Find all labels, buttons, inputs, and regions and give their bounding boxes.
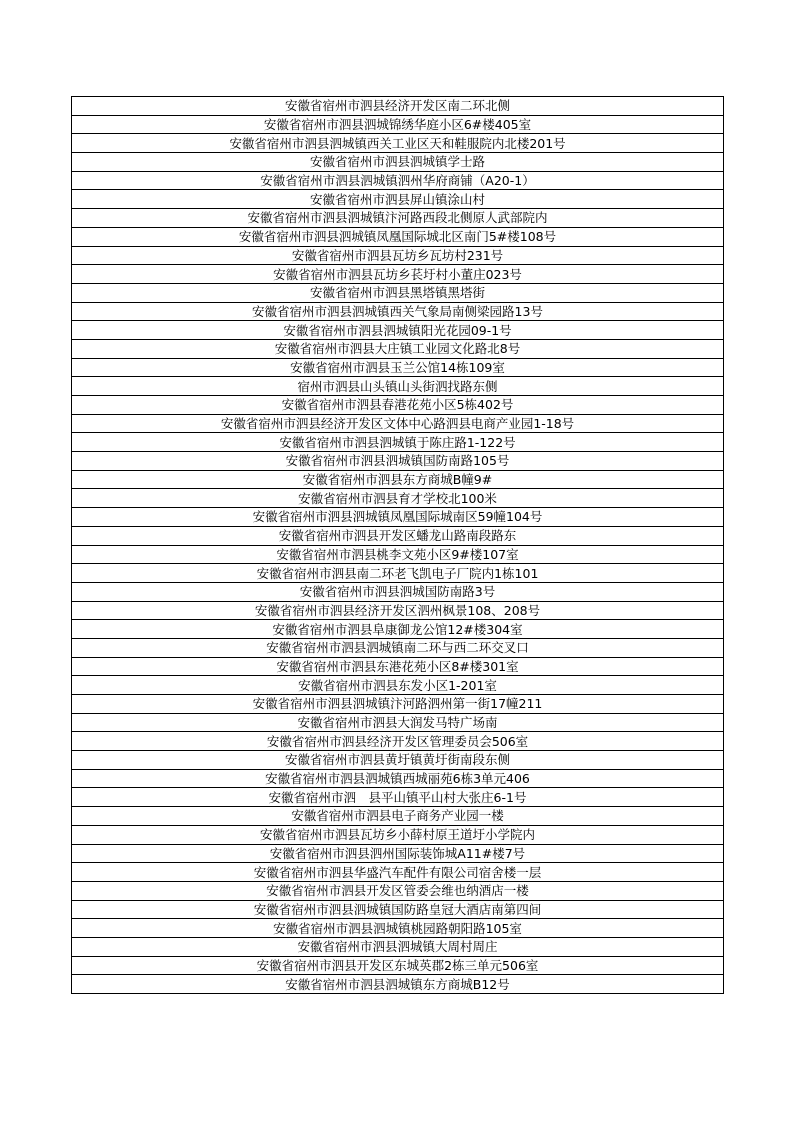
- address-cell: 安徽省宿州市泗县泗城镇汴河路泗州第一街17幢211: [72, 695, 724, 714]
- table-row: [72, 751, 724, 770]
- address-table: [71, 96, 724, 994]
- table-row: [72, 265, 724, 284]
- table-row: [72, 377, 724, 396]
- table-row: [72, 937, 724, 956]
- address-cell: 安徽省宿州市泗县泗城镇国防路皇冠大酒店南第四间: [72, 900, 724, 919]
- table-row: [72, 863, 724, 882]
- table-row: [72, 620, 724, 639]
- address-cell: 安徽省宿州市泗县瓦坊乡瓦坊村231号: [72, 246, 724, 265]
- address-cell: 安徽省宿州市泗县经济开发区文体中心路泗县电商产业园1-18号: [72, 414, 724, 433]
- table-row: [72, 844, 724, 863]
- table-row: [72, 153, 724, 172]
- table-row: [72, 470, 724, 489]
- table-row: [72, 321, 724, 340]
- table-row: [72, 956, 724, 975]
- table-row: [72, 508, 724, 527]
- address-cell: 安徽省宿州市泗县泗城镇国防南路105号: [72, 452, 724, 471]
- table-row: [72, 713, 724, 732]
- address-cell: 安徽省宿州市泗县桃李文苑小区9#楼107室: [72, 545, 724, 564]
- table-row: [72, 695, 724, 714]
- table-row: [72, 190, 724, 209]
- table-row: [72, 283, 724, 302]
- table-row: [72, 526, 724, 545]
- address-cell: 安徽省宿州市泗县泗城镇桃园路朝阳路105室: [72, 919, 724, 938]
- table-row: [72, 582, 724, 601]
- address-cell: 安徽省宿州市泗县大庄镇工业园文化路北8号: [72, 339, 724, 358]
- table-row: [72, 919, 724, 938]
- address-cell: 安徽省宿州市泗县瓦坊乡小薛村原王道圩小学院内: [72, 825, 724, 844]
- table-row: [72, 414, 724, 433]
- address-cell: 安徽省宿州市泗县东方商城B幢9#: [72, 470, 724, 489]
- address-cell: 安徽省宿州市泗县泗城镇阳光花园09-1号: [72, 321, 724, 340]
- table-row: [72, 676, 724, 695]
- table-row: [72, 302, 724, 321]
- address-cell: 安徽省宿州市泗县华盛汽车配件有限公司宿舍楼一层: [72, 863, 724, 882]
- table-row: [72, 115, 724, 134]
- address-cell: 安徽省宿州市泗县春港花苑小区5栋402号: [72, 396, 724, 415]
- address-cell: 安徽省宿州市泗县瓦坊乡苌圩村小董庄023号: [72, 265, 724, 284]
- address-cell: 安徽省宿州市泗县开发区东城英郡2栋三单元506室: [72, 956, 724, 975]
- address-cell: 宿州市泗县山头镇山头街泗找路东侧: [72, 377, 724, 396]
- table-row: [72, 339, 724, 358]
- address-cell: 安徽省宿州市泗县育才学校北100米: [72, 489, 724, 508]
- address-cell: 安徽省宿州市泗县泗城镇东方商城B12号: [72, 975, 724, 994]
- table-row: [72, 975, 724, 994]
- table-row: [72, 657, 724, 676]
- address-cell: 安徽省宿州市泗县黄圩镇黄圩街南段东侧: [72, 751, 724, 770]
- address-cell: 安徽省宿州市泗县电子商务产业园一楼: [72, 807, 724, 826]
- address-cell: 安徽省宿州市泗县泗城镇凤凰国际城南区59幢104号: [72, 508, 724, 527]
- table-row: [72, 358, 724, 377]
- table-row: [72, 433, 724, 452]
- address-cell: 安徽省宿州市泗县泗城镇西关气象局南侧梁园路13号: [72, 302, 724, 321]
- table-row: [72, 807, 724, 826]
- address-table-body: [72, 97, 724, 994]
- table-row: [72, 769, 724, 788]
- address-cell: 安徽省宿州市泗县开发区管委会维也纳酒店一楼: [72, 881, 724, 900]
- address-cell: 安徽省宿州市泗县泗城镇南二环与西二环交叉口: [72, 638, 724, 657]
- table-row: [72, 489, 724, 508]
- address-cell: 安徽省宿州市泗县阜康御龙公馆12#楼304室: [72, 620, 724, 639]
- table-row: [72, 171, 724, 190]
- table-row: [72, 564, 724, 583]
- table-row: [72, 545, 724, 564]
- address-cell: 安徽省宿州市泗县经济开发区泗州枫景108、208号: [72, 601, 724, 620]
- address-cell: 安徽省宿州市泗 县平山镇平山村大张庄6-1号: [72, 788, 724, 807]
- address-cell: 安徽省宿州市泗县泗城镇西关工业区天和鞋服院内北楼201号: [72, 134, 724, 153]
- address-cell: 安徽省宿州市泗县大润发马特广场南: [72, 713, 724, 732]
- table-row: [72, 396, 724, 415]
- table-row: [72, 209, 724, 228]
- address-cell: 安徽省宿州市泗县经济开发区管理委员会506室: [72, 732, 724, 751]
- address-cell: 安徽省宿州市泗县南二环老飞凯电子厂院内1栋101: [72, 564, 724, 583]
- address-cell: 安徽省宿州市泗县黑塔镇黑塔街: [72, 283, 724, 302]
- address-cell: 安徽省宿州市泗县泗城镇西城丽苑6栋3单元406: [72, 769, 724, 788]
- address-cell: 安徽省宿州市泗县东发小区1-201室: [72, 676, 724, 695]
- address-cell: 安徽省宿州市泗县屏山镇涂山村: [72, 190, 724, 209]
- address-cell: 安徽省宿州市泗县泗城镇学士路: [72, 153, 724, 172]
- address-cell: 安徽省宿州市泗县泗州国际装饰城A11#楼7号: [72, 844, 724, 863]
- table-row: [72, 788, 724, 807]
- table-row: [72, 638, 724, 657]
- address-cell: 安徽省宿州市泗县泗城镇凤凰国际城北区南门5#楼108号: [72, 227, 724, 246]
- table-row: [72, 732, 724, 751]
- table-row: [72, 246, 724, 265]
- table-row: [72, 134, 724, 153]
- table-row: [72, 452, 724, 471]
- table-row: [72, 227, 724, 246]
- address-cell: 安徽省宿州市泗县泗城国防南路3号: [72, 582, 724, 601]
- table-row: [72, 601, 724, 620]
- address-cell: 安徽省宿州市泗县经济开发区南二环北侧: [72, 97, 724, 116]
- address-cell: 安徽省宿州市泗县东港花苑小区8#楼301室: [72, 657, 724, 676]
- table-row: [72, 97, 724, 116]
- address-cell: 安徽省宿州市泗县开发区蟠龙山路南段路东: [72, 526, 724, 545]
- table-row: [72, 900, 724, 919]
- address-cell: 安徽省宿州市泗县泗城镇汴河路西段北侧原人武部院内: [72, 209, 724, 228]
- address-cell: 安徽省宿州市泗县泗城镇泗州华府商铺（A20-1）: [72, 171, 724, 190]
- table-row: [72, 825, 724, 844]
- address-cell: 安徽省宿州市泗县泗城镇大周村周庄: [72, 937, 724, 956]
- address-cell: 安徽省宿州市泗县泗城锦绣华庭小区6#楼405室: [72, 115, 724, 134]
- address-cell: 安徽省宿州市泗县泗城镇于陈庄路1-122号: [72, 433, 724, 452]
- table-row: [72, 881, 724, 900]
- address-cell: 安徽省宿州市泗县玉兰公馆14栋109室: [72, 358, 724, 377]
